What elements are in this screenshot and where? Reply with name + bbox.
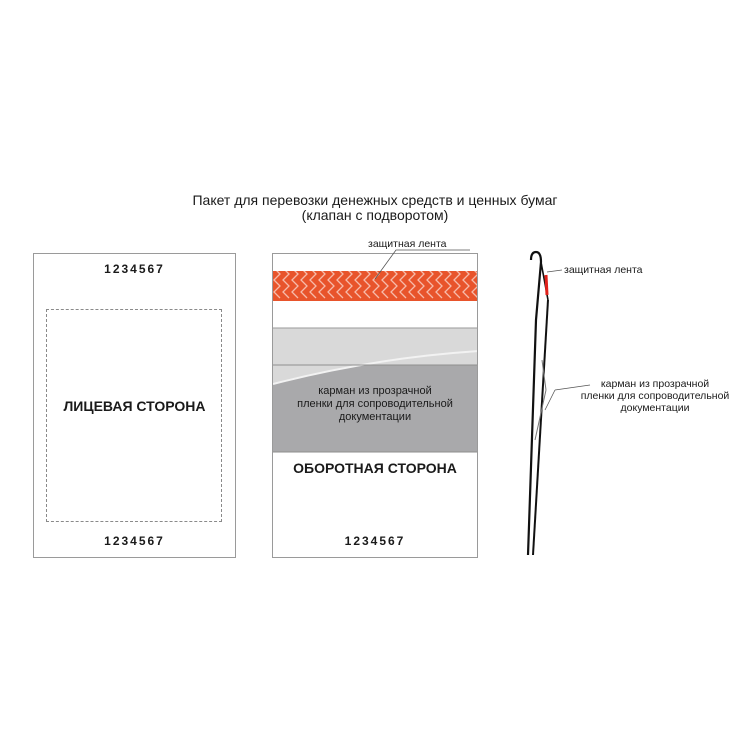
side-view-profile bbox=[528, 252, 541, 555]
back-side-label: ОБОРОТНАЯ СТОРОНА bbox=[293, 460, 457, 476]
front-number-bottom: 1234567 bbox=[104, 534, 165, 548]
side-view-tape bbox=[546, 275, 547, 295]
front-number-top: 1234567 bbox=[104, 262, 165, 276]
back-number-bottom: 1234567 bbox=[344, 534, 406, 548]
front-side-panel bbox=[33, 253, 236, 558]
back-tape-callout: защитная лента bbox=[368, 238, 447, 250]
front-dashed-area bbox=[46, 309, 222, 522]
side-tape-callout: защитная лента bbox=[564, 264, 643, 276]
front-side-label: ЛИЦЕВАЯ СТОРОНА bbox=[63, 398, 206, 414]
diagram-subtitle: (клапан с подворотом) bbox=[301, 207, 449, 223]
diagram-title: Пакет для перевозки денежных средств и ценных бумаг bbox=[192, 192, 558, 208]
back-side-panel bbox=[272, 253, 478, 558]
side-pocket-callout: карман из прозрачной пленки для сопроводительной документации bbox=[580, 378, 730, 414]
back-pocket-description: карман из прозрачной пленки для сопроводительной документации bbox=[297, 385, 453, 423]
